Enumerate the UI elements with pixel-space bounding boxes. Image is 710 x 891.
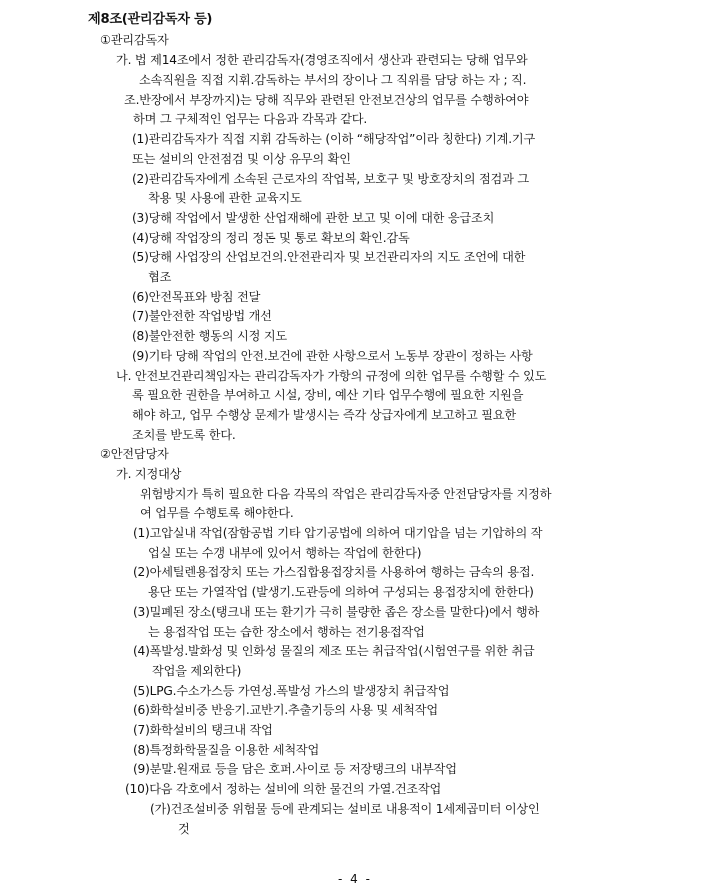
paragraph-line: 소속직원을 직접 지휘.감독하는 부서의 장이나 그 직위를 담당 하는 자 ; 직. [139,73,527,87]
list-item-line: (9)분말.원재료 등을 담은 호퍼.사이로 등 저장탱크의 내부작업 [133,762,457,776]
list-item-line: (7)화학설비의 탱크내 작업 [133,723,273,737]
list-item-line: (2)관리감독자에게 소속된 근로자의 작업복, 보호구 및 방호장치의 점검과 그 [132,172,529,186]
paragraph-line: 조.반장에서 부장까지)는 당해 직무와 관련된 안전보건상의 업무를 수행하여야 [124,93,529,107]
list-item-line: (8)불안전한 행동의 시정 지도 [132,329,287,343]
paragraph-line: 하며 그 구체적인 업무는 다음과 각목과 같다. [133,112,368,126]
list-item-line: 협조 [148,270,172,284]
subsection-header: 가. 지정대상 [116,467,182,481]
sub-item-line: 것 [178,822,190,836]
paragraph-line: 여 업무를 수행토록 해야한다. [140,506,294,520]
article-title: 제8조(관리감독자 등) [88,12,213,27]
list-item-line: 업실 또는 수갱 내부에 있어서 행하는 작업에 한한다) [148,546,422,560]
list-item-line: 는 용접작업 또는 습한 장소에서 행하는 전기용접작업 [148,625,425,639]
list-item-line: (7)불안전한 작업방법 개선 [132,309,272,323]
paragraph-line: 위험방지가 특히 필요한 다음 각목의 작업은 관리감독자중 안전담당자를 지정하 [140,487,552,501]
section-header-supervisor: ①관리감독자 [100,33,169,47]
paragraph-line: 조치를 받도록 한다. [132,428,236,442]
list-item-line: (1)고압실내 작업(잠함공법 기타 압기공법에 의하여 대기압을 넘는 기압하의 작 [133,526,543,540]
list-item-line: (6)화학설비중 반응기.교반기.추출기등의 사용 및 세척작업 [133,703,438,717]
page-number: - 4 - [338,872,372,886]
list-item-line: 착용 및 사용에 관한 교육지도 [148,191,302,205]
paragraph-line: 록 필요한 권한을 부여하고 시설, 장비, 예산 기타 업무수행에 필요한 지원을 [132,388,524,402]
list-item-line: (3)밀폐된 장소(탱크내 또는 환기가 극히 불량한 좁은 장소를 말한다)에서 행하 [133,605,540,619]
list-item-line: (3)당해 작업에서 발생한 산업재해에 관한 보고 및 이에 대한 응급조치 [132,211,495,225]
list-item-line: (4)폭발성.발화성 및 인화성 물질의 제조 또는 취급작업(시험연구를 위한 취급 [133,644,535,658]
list-item-line: (1)관리감독자가 직접 지휘 감독하는 (이하 “해당작업”이라 칭한다) 기계.기구 [132,132,536,146]
paragraph-line: 가. 법 제14조에서 정한 관리감독자(경영조직에서 생산과 관련되는 당해 업무와 [116,53,528,67]
list-item-line: (6)안전목표와 방침 전달 [132,290,261,304]
paragraph-line: 나. 안전보건관리책임자는 관리감독자가 가항의 규정에 의한 업무를 수행할 수 있도 [116,369,547,383]
list-item-line: (2)아세틸렌용접장치 또는 가스집합용접장치를 사용하여 행하는 금속의 용접. [133,565,535,579]
list-item-line: (4)당해 작업장의 정리 정돈 및 통로 확보의 확인.감독 [132,231,410,245]
sub-item-line: (가)건조설비중 위험물 등에 관계되는 설비로 내용적이 1세제곱미터 이상인 [150,802,540,816]
list-item-line: (10)다음 각호에서 정하는 설비에 의한 물건의 가열.건조작업 [125,782,442,796]
section-header-safety-officer: ②안전담당자 [100,447,169,461]
list-item-line: (5)당해 사업장의 산업보건의.안전관리자 및 보건관리자의 지도 조언에 대한 [132,250,526,264]
list-item-line: (8)특정화학물질을 이용한 세척작업 [133,743,320,757]
list-item-line: 작업을 제외한다) [152,664,242,678]
paragraph-line: 해야 하고, 업무 수행상 문제가 발생시는 즉각 상급자에게 보고하고 필요한 [132,408,516,422]
list-item-line: 용단 또는 가열작업 (발생기.도관등에 의하여 구성되는 용접장치에 한한다) [148,585,534,599]
list-item-line: 또는 설비의 안전점검 및 이상 유무의 확인 [132,152,351,166]
list-item-line: (9)기타 당해 작업의 안전.보건에 관한 사항으로서 노동부 장관이 정하는 사항 [132,349,533,363]
list-item-line: (5)LPG.수소가스등 가연성.폭발성 가스의 발생장치 취급작업 [133,684,450,698]
